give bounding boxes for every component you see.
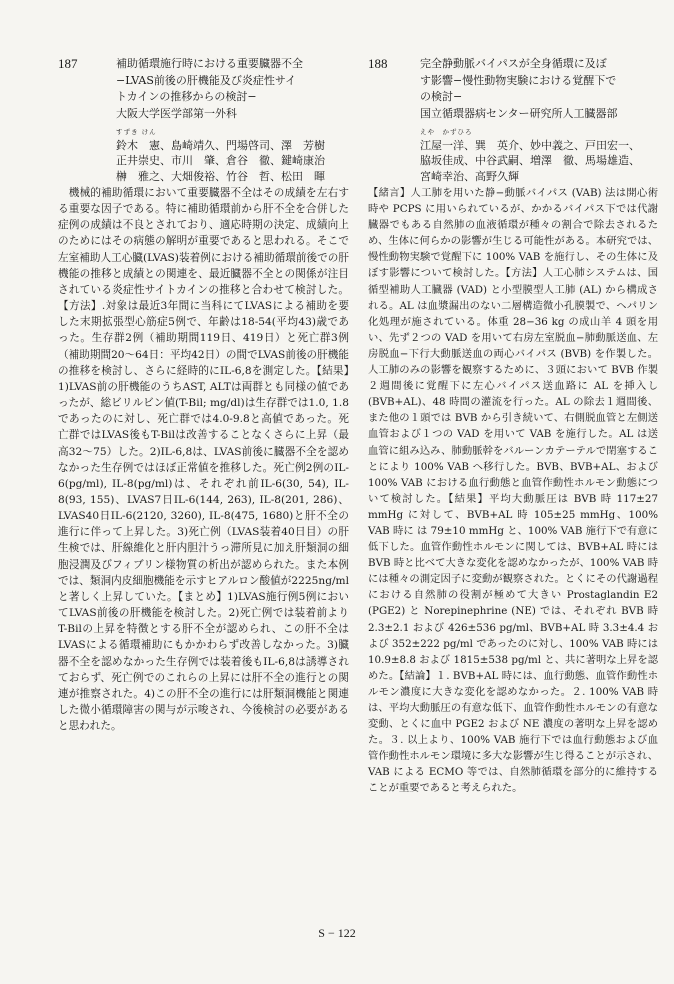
author-line: 榊 雅之、大畑俊裕、竹谷 哲、松田 暉 (116, 169, 325, 183)
author-line: 江屋一洋、巽 英介、妙中義之、戸田宏一、 (420, 138, 640, 152)
abstract-number: 188 (368, 56, 388, 71)
title-line: 完全静動脈バイパスが全身循環に及ぼ (420, 57, 607, 70)
page-number: S − 122 (318, 926, 356, 940)
title-line: −LVAS前後の肝機能及び炎症性サイ (116, 73, 297, 87)
abstract-188 (368, 56, 658, 797)
abstract-title-block (420, 56, 658, 184)
author-line: 正井崇史、市川 肇、倉谷 徹、鍵崎康治 (116, 154, 325, 167)
title-line: す影響−慢性動物実験における覚醒下で (420, 73, 617, 87)
affiliation: 大阪大学医学部第一外科 (116, 106, 237, 120)
title-line: トカインの推移からの検討− (116, 90, 257, 103)
abstract-body: 【緒言】人工肺を用いた静−動脈バイパス (VAB) 法は開心術時や PCPS に用いられているが、かかるバイパス下では代謝臓器でもある自然肺の血液循環が種々の割合で除去されるため、生体に何らかの影響が生じる可能性がある。本研究では、慢性動物実験で覚醒下に 100% VAB を施行し、その生体に及ぼす影響について検討した。【方法】人工心肺システムは、国循型補助人工臓器 (VAD) と小型膜型人工肺 (AL) から構成される。AL は血漿漏出のない二層構造微小孔膜製で、ヘパリン化処理が施されている。体重 28−36 kg の成山羊 4 頭を用い、先ず２つの VAD を用いて右房左室脱血−肺動脈送血、左房脱血−下行大動脈送血の両心バイパス (BVB) を作製した。人工肺のみの影響を観察するために、３頭において BVB 作製２週間後に覚醒下に左心バイパス送血路に AL を挿入し (BVB+AL)、48 時間の灌流を行った。AL の除去１週間後、また他の１頭では BVB から引き続いて、右側脱血管と左側送血管および１つの VAD を用いて VAB を施行した。AL は送血管に組み込み、肺動脈幹をバルーンカテーテルで閉塞することにより 100% VAB へ移行した。BVB、BVB+AL、および 100% VAB における血行動態と血管作動性ホルモン動態について検討した。【結果】平均大動脈圧は BVB 時 117±27 mmHg に対して、BVB+AL 時 105±25 mmHg、100% VAB 時に は 79±10 mmHg と、100% VAB 施行下で有意に低下した。血管作動性ホルモンに関しては、BVB+AL 時には BVB 時と比べて大きな変化を認めなかったが、100% VAB 時には種々の測定因子に変動が観察された。とくにその代謝過程における自然肺の役割が極めて大きい Prostaglandin E2 (PGE2) と Norepinephrine (NE) では、それぞれ BVB 時 2.3±2.1 および 426±536 pg/ml、BVB+AL 時 3.3±4.4 および 352±222 pg/ml であったのに対し、100% VAB 時には 10.9±8.8 および 1815±538 pg/ml と、共に著明な上昇を認めた。【結論】１. BVB+AL 時には、血行動態、血管作動性ホルモン濃度に大きな変化を認めなかった。２. 100% VAB 時は、平均大動脈圧の有意な低下、血管作動性ホルモンの有意な変動、とくに血中 PGE2 および NE 濃度の著明な上昇を認めた。３. 以上より、100% VAB 施行下では血行動態および血管作動性ホルモン環境に多大な影響が生じ得ることが示され、VAB による ECMO 等では、自然肺循環を部分的に維持することが重要であると考えられた。 (368, 187, 658, 795)
abstract-header (368, 56, 658, 184)
author-line: 宮崎幸治、高野久輝 (420, 169, 519, 183)
abstract-number: 187 (58, 56, 78, 71)
title-line: の検討− (420, 90, 463, 103)
title-line: 補助循環施行時における重要臓器不全 (116, 57, 303, 70)
abstract-title-block (116, 56, 349, 184)
author-ruby: すずき けん (116, 127, 157, 136)
abstract-body: 機械的補助循環において重要臓器不全はその成績を左右する重要な因子である。特に補助循環前から肝不全を合併した症例の成績は不良とされており、適応時期の決定、成績向上のためにはその病態の解明が重要であると思われる。そこで左室補助人工心臓(LVAS)装着例における補助循環前後での肝機能の推移と成績との関連を、最近臓器不全との関係が注目されている炎症性サイトカインの推移と合わせて検討した。【方法】.対象は最近3年間に当科にてLVASによる補助を要した末期拡張型心筋症5例で、年齢は18-54(平均43)歳であった。生存群2例（補助期間119日、419日）と死亡群3例（補助期間20〜64日：平均42日）の間でLVAS前後の肝機能の推移を検討し、さらに経時的にIL-6,8を測定した。【結果】1)LVAS前の肝機能のうちAST, ALTは両群とも同様の値であったが、総ビリルビン値(T-Bil; mg/dl)は生存群では1.0, 1.8であったのに対し、死亡群では4.0-9.8と高値であった。死亡群ではLVAS後もT-Bilは改善することなくさらに上昇（最高32〜75）した。2)IL-6,8は、LVAS前後に臓器不全を認めなかった生存例ではほぼ正常値を推移した。死亡例2例のIL-6(pg/ml), IL-8(pg/ml)は、それぞれ前IL-6(30, 54), IL-8(93, 155)、LVAS7日IL-6(144, 263), IL-8(201, 286)、LVAS40日IL-6(2120, 3260), IL-8(475, 1680)と肝不全の進行に伴って上昇した。3)死亡例（LVAS装着40日目）の肝生検では、肝線維化と肝内胆汁うっ滞所見に加え肝類洞の細胞浸潤及びフィブリン様物質の析出が認められた。また本例では、類洞内皮細胞機能を示すヒアルロン酸値が2225ng/mlと著しく上昇していた。【まとめ】1)LVAS施行例5例においてLVAS前後の肝機能を検討した。2)死亡例では装着前よりT-Bilの上昇を特徴とする肝不全が認められ、この肝不全はLVASによる循環補助にもかかわらず改善しなかった。3)臓器不全を認めなかった生存例では装着後もIL-6,8は誘導されておらず、死亡例でのこれらの上昇には肝不全の進行との関連が推察された。4)この肝不全の進行には肝類洞機能と関連した微小循環障害の関与が示唆され、今後検討の必要があると思われた。 (58, 187, 349, 733)
author-ruby: えや かずひろ (420, 127, 473, 136)
abstract-187 (58, 56, 349, 734)
affiliation: 国立循環器病センター研究所人工臓器部 (420, 106, 618, 120)
author-list (420, 138, 658, 185)
author-list (116, 138, 349, 185)
author-line: 脇坂佳成、中谷武嗣、増澤 徹、馬場雄造、 (420, 154, 640, 167)
author-line: 鈴木 憲、島崎靖久、門場啓司、澤 芳樹 (116, 138, 325, 152)
abstract-header (58, 56, 349, 184)
